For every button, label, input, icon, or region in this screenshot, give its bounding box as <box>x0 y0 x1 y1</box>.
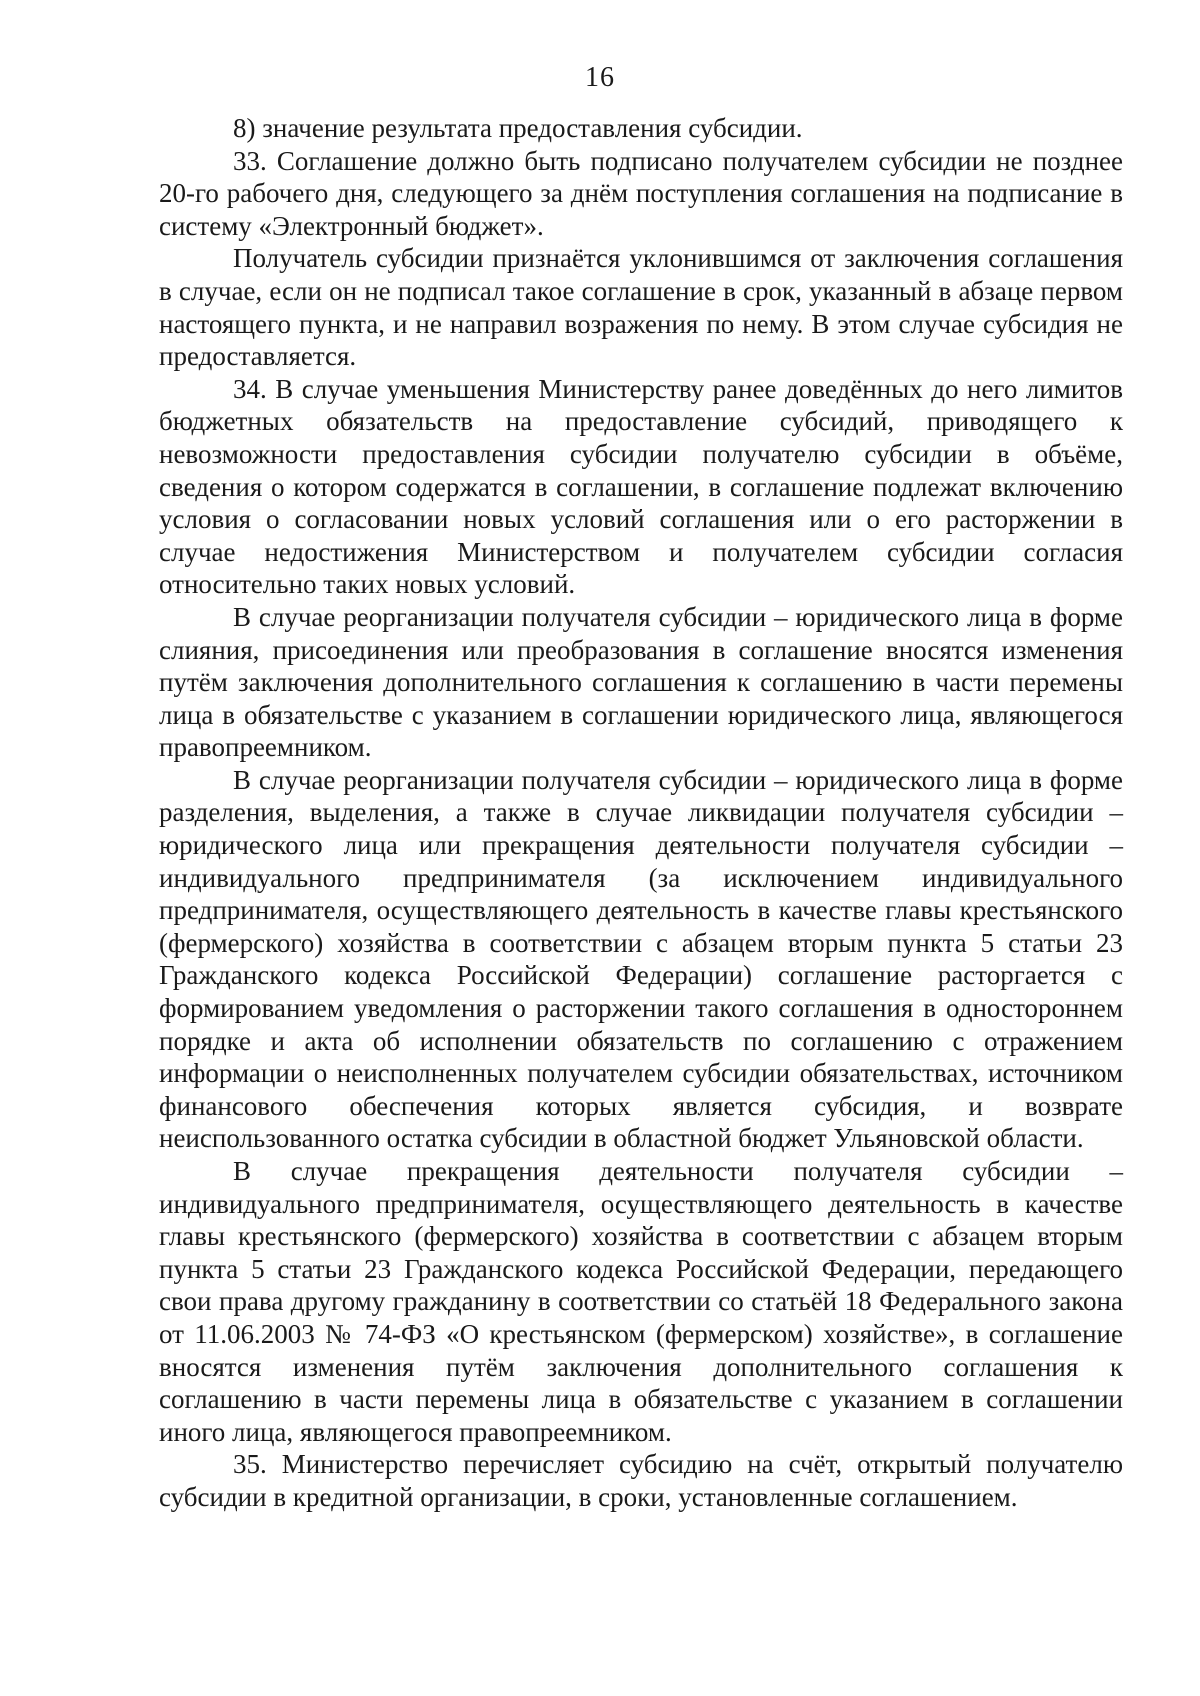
paragraph-reorganization-merger: В случае реорганизации получателя субсидии – юридического лица в форме слияния, присоединения или преобразования в соглашение вносятся изменения путём заключения дополнительного соглашения к соглашению в части перемены лица в обязательстве с указанием в соглашении юридического лица, являющегося правопреемником. <box>159 601 1123 763</box>
paragraph-item-8: 8) значение результата предоставления субсидии. <box>233 113 803 143</box>
paragraph-farm-termination: В случае прекращения деятельности получателя субсидии – индивидуального предпринимателя, осуществляющего деятельность в качестве главы крестьянского (фермерского) хозяйства в соответствии с абзацем вторым пункта 5 статьи 23 Гражданского кодекса Российской Федерации, передающего свои права другому гражданину в соответствии со статьёй 18 Федерального закона от 11.06.2003 № 74-ФЗ «О крестьянском (фермерском) хозяйстве», в соглашение вносятся изменения путём заключения дополнительного соглашения к соглашению в части перемены лица в обязательстве с указанием в соглашении иного лица, являющегося правопреемником. <box>159 1156 1123 1447</box>
document-body <box>159 112 1123 1514</box>
page-number: 16 <box>585 62 615 93</box>
paragraph-reorganization-division: В случае реорганизации получателя субсидии – юридического лица в форме разделения, выделения, а также в случае ликвидации получателя субсидии – юридического лица или прекращения деятельности получателя субсидии – индивидуального предпринимателя (за исключением индивидуального предпринимателя, осуществляющего деятельность в качестве главы крестьянского (фермерского) хозяйства в соответствии с абзацем вторым пункта 5 статьи 23 Гражданского кодекса Российской Федерации) соглашение расторгается с формированием уведомления о расторжении такого соглашения в одностороннем порядке и акта об исполнении обязательств по соглашению с отражением информации о неисполненных получателем субсидии обязательствах, источником финансового обеспечения которых является субсидия, и возврате неиспользованного остатка субсидии в областной бюджет Ульяновской области. <box>159 764 1123 1154</box>
paragraph-clause-33: 33. Соглашение должно быть подписано получателем субсидии не позднее 20-го рабочего дня, следующего за днём поступления соглашения на подписание в систему «Электронный бюджет». <box>159 145 1123 241</box>
paragraph-clause-35: 35. Министерство перечисляет субсидию на счёт, открытый получателю субсидии в кредитной организации, в сроки, установленные соглашением. <box>159 1449 1123 1512</box>
paragraph-evasion-rule: Получатель субсидии признаётся уклонившимся от заключения соглашения в случае, если он не подписал такое соглашение в срок, указанный в абзаце первом настоящего пункта, и не направил возражения по нему. В этом случае субсидия не предоставляется. <box>159 243 1123 372</box>
paragraph-clause-34: 34. В случае уменьшения Министерству ранее доведённых до него лимитов бюджетных обязательств на предоставление субсидий, приводящего к невозможности предоставления субсидии получателю субсидии в объёме, сведения о котором содержатся в соглашении, в соглашение подлежат включению условия о согласовании новых условий соглашения или о его расторжении в случае недостижения Министерством и получателем субсидии согласия относительно таких новых условий. <box>159 373 1123 600</box>
